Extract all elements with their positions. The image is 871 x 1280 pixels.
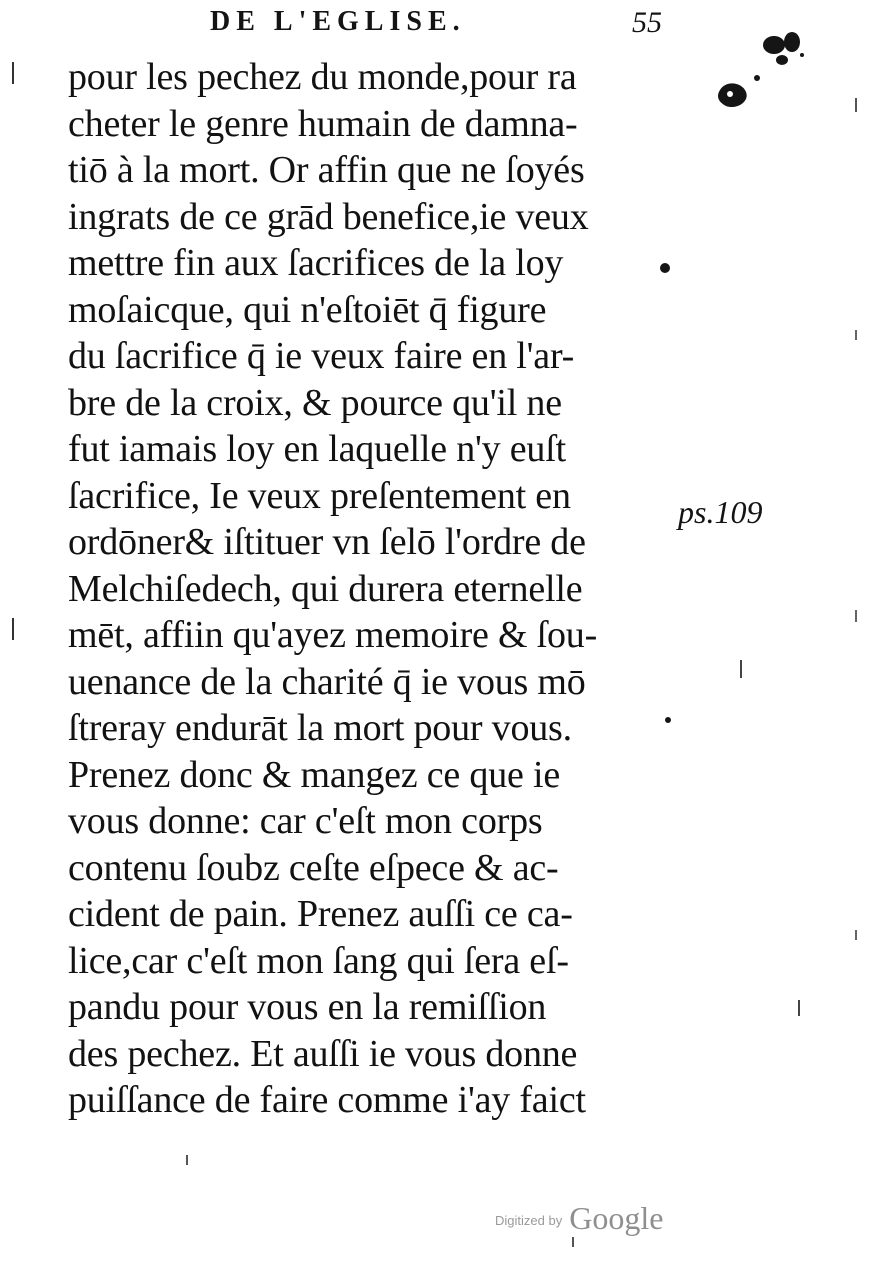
text-line: contenu ſoubz ceſte eſpece & ac- [68,846,559,889]
text-line: Prenez donc & mangez ce que ie [68,753,560,796]
text-line: mettre fin aux ſacrifices de la loy [68,242,564,284]
text-line: bre de la croix, & pource qu'il ne [68,381,562,424]
text-line: puiſſance de faire comme i'ay faict [68,1079,586,1121]
text-line: ordōner& iſtituer vn ſelō l'ordre de [68,521,586,563]
watermark-prefix: Digitized by [495,1213,563,1228]
text-line: ſtreray endurāt la mort pour vous. [68,707,572,749]
body-text [68,54,668,1124]
text-line: des pechez. Et auſſi ie vous donne [68,1032,578,1075]
digitized-by-watermark [495,1200,664,1237]
text-line: ſacrifice, Ie veux preſentement en [68,474,571,517]
text-line: tiō à la mort. Or affin que ne ſoyés [68,149,585,191]
google-logo: Google [569,1200,664,1236]
ink-blot-icon [712,30,812,125]
text-line: Melchiſedech, qui durera eternelle [68,567,583,610]
text-line: vous donne: car c'eſt mon corps [68,800,543,842]
text-line: ingrats de ce grād benefice,ie veux [68,195,589,238]
text-line: uenance de la charité q̄ ie vous mō [68,660,586,703]
text-line: du ſacrifice q̄ ie veux faire en l'ar- [68,335,575,377]
text-line: fut iamais loy en laquelle n'y euſt [68,428,566,470]
text-line: pour les pechez du monde,pour ra [68,56,577,98]
text-line: cheter le genre humain de damna- [68,102,578,145]
margin-note: ps.109 [678,494,763,530]
running-title: DE L'EGLISE. [210,6,466,37]
text-line: lice,car c'eſt mon ſang qui ſera eſ- [68,939,569,982]
text-line: mēt, affiin qu'ayez memoire & ſou- [68,614,598,656]
page-number: 55 [632,6,662,39]
text-line: cident de pain. Prenez auſſi ce ca- [68,893,573,935]
text-line: pandu pour vous en la remiſſion [68,986,547,1028]
text-line: moſaicque, qui n'eſtoiēt q̄ figure [68,288,547,331]
